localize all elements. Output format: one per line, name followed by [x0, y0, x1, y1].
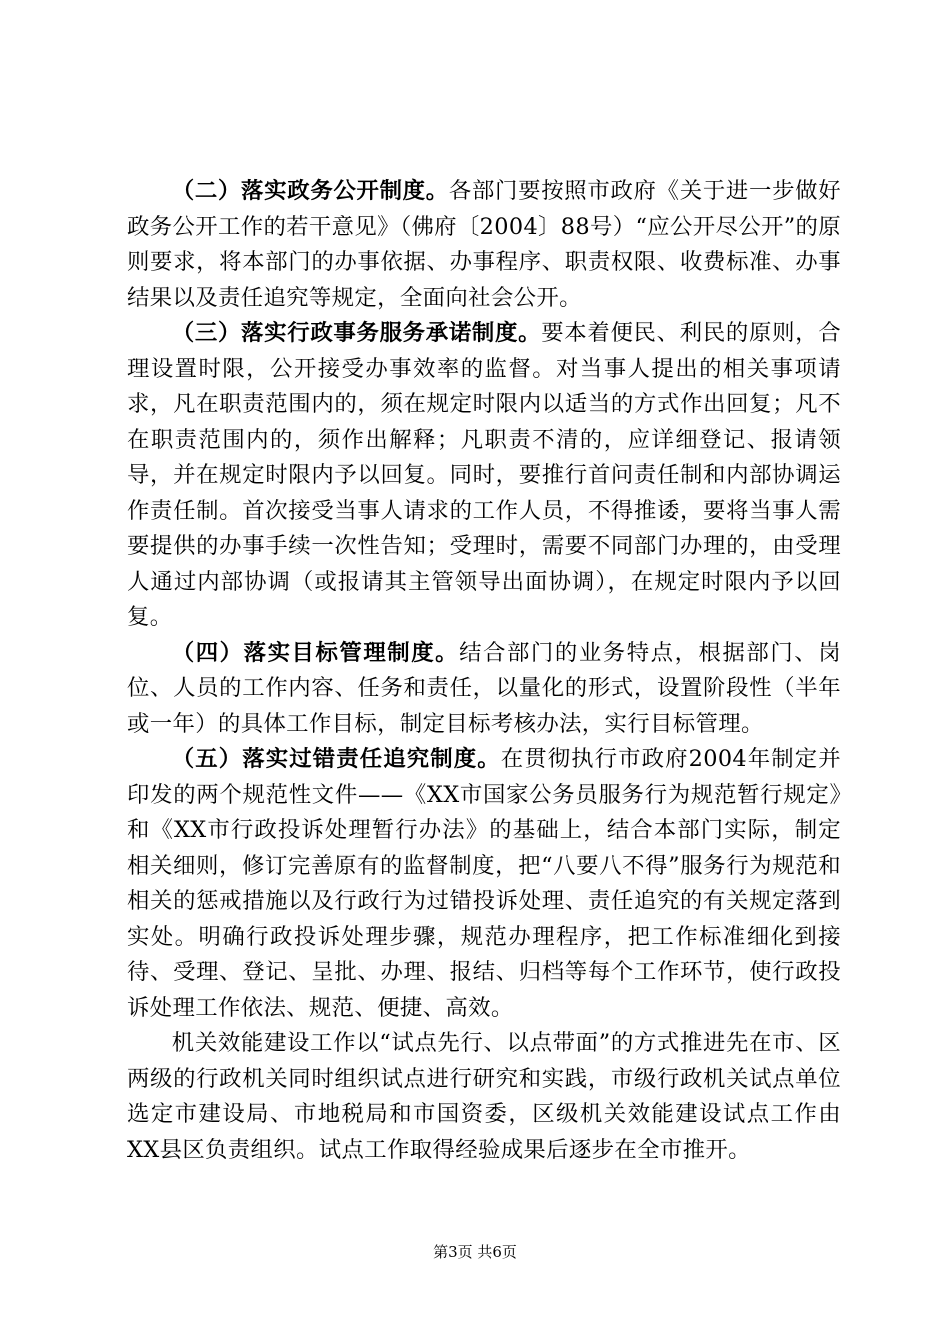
paragraph-two	[127, 174, 841, 316]
paragraph-text: 在贯彻执行市政府2004年制定并印发的两个规范性文件——《XX市国家公务员服务行为规范暂行规定》和《XX市行政投诉处理暂行办法》的基础上，结合本部门实际，制定相关细则，修订完善原有的监督制度，把“八要八不得”服务行为规范和相关的惩戒措施以及行政行为过错投诉处理、责任追究的有关规定落到实处。明确行政投诉处理步骤，规范办理程序，把工作标准细化到接待、受理、登记、呈批、办理、报结、归档等每个工作环节，使行政投诉处理工作依法、规范、便捷、高效。	[127, 746, 841, 1021]
paragraph-five	[127, 742, 841, 1026]
paragraph-heading: （五）落实过错责任追究制度。	[171, 746, 501, 772]
document-body	[127, 174, 841, 1168]
paragraph-text: 各部门要按照市政府《关于进一步做好政务公开工作的若干意见》（佛府〔2004〕88号）“应公开尽公开”的原则要求，将本部门的办事依据、办事程序、职责权限、收费标准、办事结果以及责任追究等规定，全面向社会公开。	[127, 178, 842, 311]
paragraph-text: 要本着便民、利民的原则，合理设置时限，公开接受办事效率的监督。对当事人提出的相关事项请求，凡在职责范围内的，须在规定时限内以适当的方式作出回复；凡不在职责范围内的，须作出解释；凡职责不清的，应详细登记、报请领导，并在规定时限内予以回复。同时，要推行首问责任制和内部协调运作责任制。首次接受当事人请求的工作人员，不得推诿，要将当事人需要提供的办事手续一次性告知；受理时，需要不同部门办理的，由受理人通过内部协调（或报请其主管领导出面协调），在规定时限内予以回复。	[127, 320, 841, 630]
paragraph-four	[127, 636, 841, 743]
paragraph-heading: （三）落实行政事务服务承诺制度。	[171, 320, 542, 346]
paragraph-pilot	[127, 1026, 841, 1168]
paragraph-text: 机关效能建设工作以“试点先行、以点带面”的方式推进先在市、区两级的行政机关同时组织试点进行研究和实践，市级行政机关试点单位选定市建设局、市地税局和市国资委，区级机关效能建设试点工作由XX县区负责组织。试点工作取得经验成果后逐步在全市推开。	[127, 1030, 841, 1163]
page-number-label: 第3页 共6页	[433, 1243, 517, 1261]
paragraph-text: 结合部门的业务特点，根据部门、岗位、人员的工作内容、任务和责任，以量化的形式，设置阶段性（半年或一年）的具体工作目标，制定目标考核办法，实行目标管理。	[127, 639, 841, 737]
page-footer	[0, 1242, 950, 1262]
paragraph-heading: （四）落实目标管理制度。	[171, 639, 460, 666]
paragraph-heading: （二）落实政务公开制度。	[171, 178, 449, 204]
paragraph-three	[127, 316, 841, 636]
